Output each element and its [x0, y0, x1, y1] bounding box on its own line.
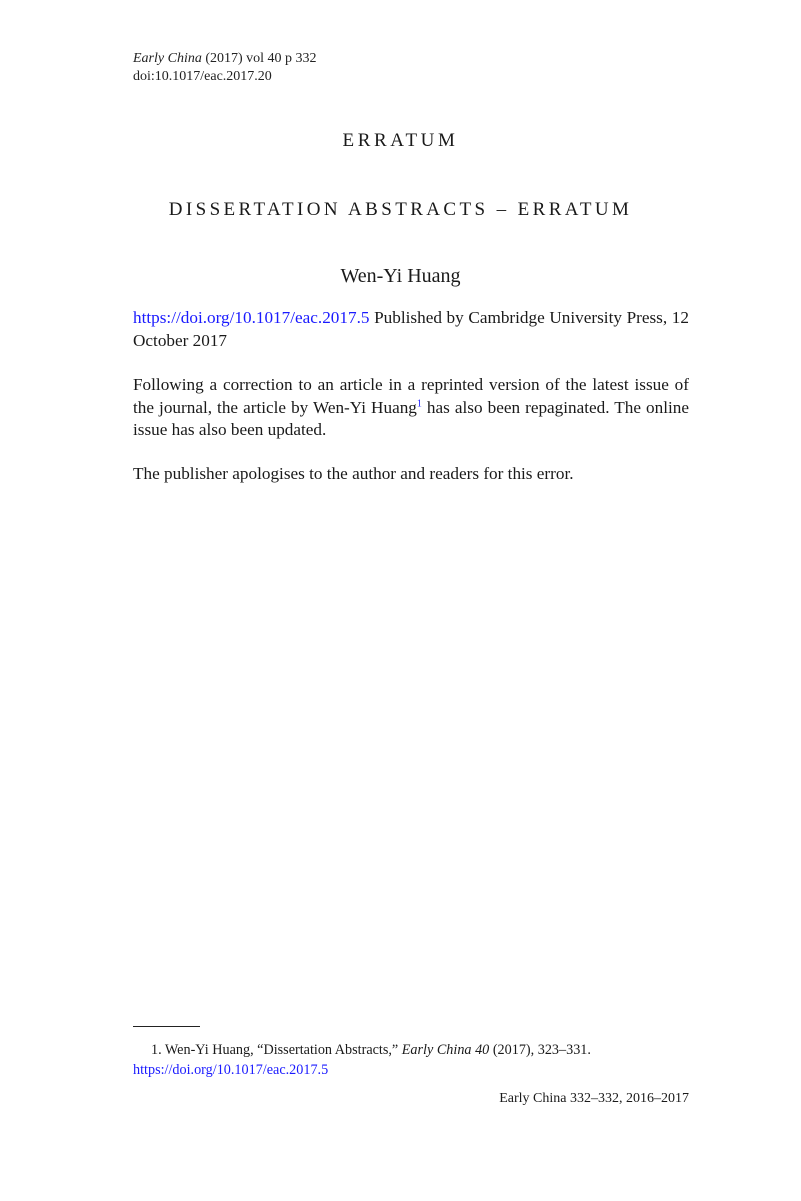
body-paragraph-2: The publisher apologises to the author and readers for this error.	[133, 464, 574, 483]
footnote-divider	[133, 1026, 200, 1027]
footnote-text-after: (2017), 323–331.	[489, 1042, 591, 1058]
header-doi: doi:10.1017/eac.2017.20	[133, 69, 272, 84]
running-header	[133, 50, 317, 86]
footnote	[133, 1041, 689, 1080]
publication-info	[133, 307, 689, 352]
journal-name: Early China	[133, 51, 202, 66]
footnote-doi-link[interactable]: https://doi.org/10.1017/eac.2017.5	[133, 1061, 329, 1078]
footnote-reference-link[interactable]: 1	[416, 397, 422, 409]
section-label: ERRATUM	[342, 130, 459, 151]
publication-info-text: Published by Cambridge University Press, 12 October 2017	[133, 308, 689, 350]
body-paragraph-1	[133, 374, 689, 442]
paragraph-text-before-ref: Following a correction to an article in a reprinted version of the latest issue of the journal, the article by Wen-Yi Huang	[133, 375, 689, 417]
journal-citation-line	[133, 50, 317, 68]
paragraph-text-after-ref: has also been repaginated. The online issue has also been updated.	[133, 397, 690, 439]
article-title: DISSERTATION ABSTRACTS – ERRATUM	[168, 199, 633, 220]
author-name: Wen-Yi Huang	[340, 265, 461, 287]
footnote-number: 1.	[151, 1042, 162, 1058]
doi-link[interactable]: https://doi.org/10.1017/eac.2017.5	[133, 308, 370, 327]
footnote-journal: Early China 40	[401, 1042, 490, 1058]
page-footer: Early China 332–332, 2016–2017	[499, 1091, 689, 1106]
footnote-text-before: Wen-Yi Huang, “Dissertation Abstracts,”	[161, 1042, 402, 1058]
citation-details: (2017) vol 40 p 332	[201, 51, 317, 66]
